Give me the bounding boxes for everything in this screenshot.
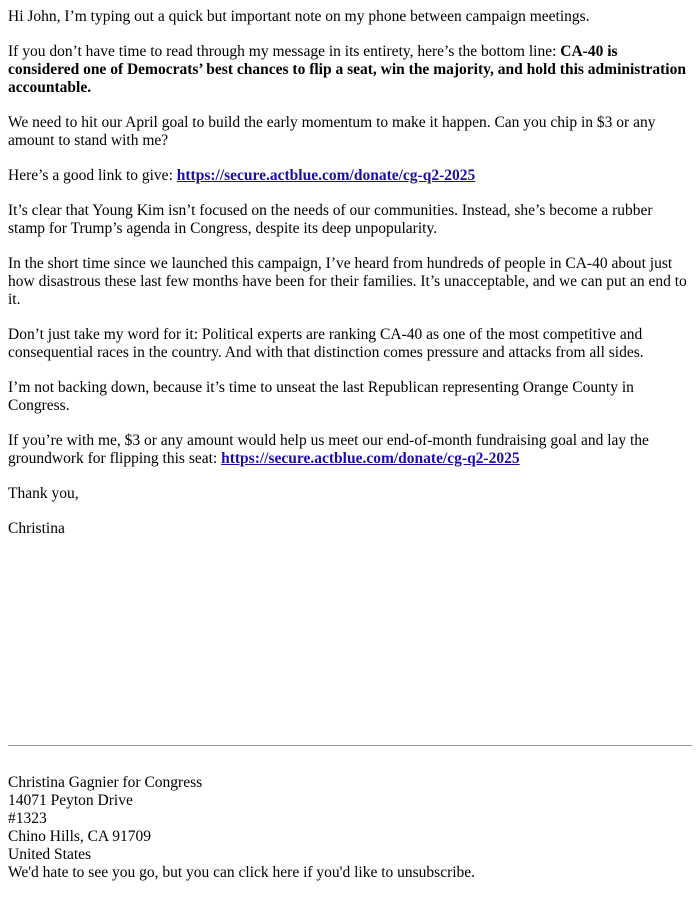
constituents-paragraph: In the short time since we launched this campaign, I’ve heard from hundreds of people in CA-40 about just how disastrous these last few months have been for their families. It’s unacceptable, and we can put an end to it. (8, 255, 687, 308)
ask-paragraph: We need to hit our April goal to build the early momentum to make it happen. Can you chip in $3 or any amount to stand with me? (8, 114, 656, 149)
unsubscribe-text[interactable]: We'd hate to see you go, but you can click here if you'd like to unsubscribe. (8, 864, 476, 881)
greeting: Hi John, I’m typing out a quick but important note on my phone between campaign meetings. (8, 8, 590, 25)
donate-link-2[interactable]: https://secure.actblue.com/donate/cg-q2-2025 (221, 450, 520, 467)
experts-paragraph: Don’t just take my word for it: Political experts are ranking CA-40 as one of the most competitive and consequential races in the country. And with that distinction comes pressure and attacks from all sides. (8, 326, 644, 361)
footer-country: United States (8, 846, 92, 863)
footer-org: Christina Gagnier for Congress (8, 774, 203, 791)
bottom-line-intro: If you don’t have time to read through my message in its entirety, here’s the bottom line: (8, 43, 561, 60)
signature: Christina (8, 520, 65, 537)
closing: Thank you, (8, 485, 79, 502)
link-intro: Here’s a good link to give: (8, 167, 177, 184)
link-paragraph (8, 167, 692, 185)
footer-city: Chino Hills, CA 91709 (8, 828, 151, 845)
footer-divider (8, 745, 692, 746)
not-backing-down-paragraph: I’m not backing down, because it’s time to unseat the last Republican representing Orange County in Congress. (8, 379, 634, 414)
donate-link[interactable]: https://secure.actblue.com/donate/cg-q2-2025 (176, 167, 476, 184)
footer-address2: #1323 (8, 810, 47, 827)
bottom-line-paragraph (8, 43, 692, 97)
bottom-line-bold: CA-40 is considered one of Democrats’ best chances to flip a seat, win the majority, and hold this administration accountable. (8, 43, 686, 96)
footer (8, 774, 692, 882)
final-ask-text: If you’re with me, $3 or any amount would help us meet our end-of-month fundraising goal and lay the groundwork for flipping this seat: (8, 432, 649, 467)
footer-address1: 14071 Peyton Drive (8, 792, 133, 809)
opponent-paragraph: It’s clear that Young Kim isn’t focused on the needs of our communities. Instead, she’s become a rubber stamp for Trump’s agenda in Congress, despite its deep unpopularity. (8, 202, 653, 237)
final-ask-paragraph (8, 432, 692, 468)
